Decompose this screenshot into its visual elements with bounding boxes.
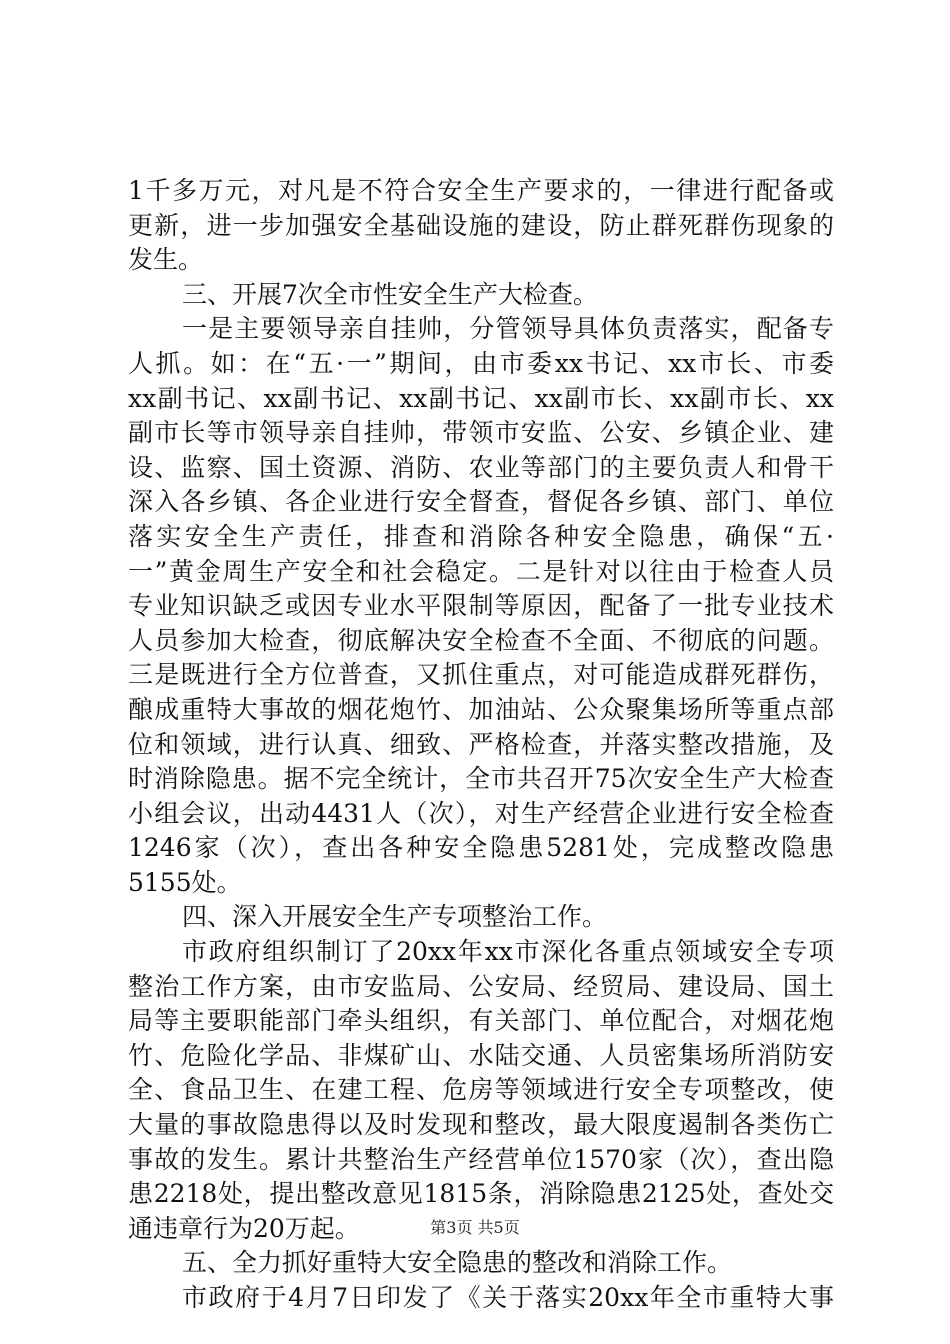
text-line: 深入各乡镇、各企业进行安全督查，督促各乡镇、部门、单位 bbox=[128, 487, 834, 517]
text-line: 专业知识缺乏或因专业水平限制等原因，配备了一批专业技术 bbox=[128, 591, 834, 621]
text-line: 酿成重特大事故的烟花炮竹、加油站、公众聚集场所等重点部 bbox=[128, 694, 834, 724]
text-line: 三是既进行全方位普查，又抓住重点，对可能造成群死群伤， bbox=[128, 660, 834, 690]
text-line: 设、监察、国土资源、消防、农业等部门的主要负责人和骨干 bbox=[128, 452, 834, 482]
text-line: 人抓。如：在“五·一”期间，由市委xx书记、xx市长、市委 bbox=[128, 348, 834, 378]
text-line: 市政府于4月7日印发了《关于落实20xx年全市重特大事 bbox=[182, 1283, 834, 1312]
text-line: 患2218处，提出整改意见1815条，消除隐患2125处，查处交 bbox=[128, 1179, 834, 1209]
text-line: 小组会议，出动4431人（次），对生产经营企业进行安全检查 bbox=[128, 798, 834, 828]
text-line: 位和领域，进行认真、细致、严格检查，并落实整改措施，及 bbox=[128, 729, 834, 759]
text-line: 三、开展7次全市性安全生产大检查。 bbox=[182, 279, 598, 309]
text-line: 通违章行为20万起。 bbox=[128, 1213, 360, 1243]
text-line: 全、食品卫生、在建工程、危房等领域进行安全专项整改，使 bbox=[128, 1075, 834, 1105]
document-body bbox=[128, 174, 834, 1316]
text-line: 大量的事故隐患得以及时发现和整改，最大限度遏制各类伤亡 bbox=[128, 1110, 834, 1140]
text-line: 事故的发生。累计共整治生产经营单位1570家（次），查出隐 bbox=[128, 1144, 834, 1174]
text-line: 副市长等市领导亲自挂帅，带领市安监、公安、乡镇企业、建 bbox=[128, 418, 834, 448]
text-line: 1246家（次），查出各种安全隐患5281处，完成整改隐患 bbox=[128, 833, 834, 863]
text-line: 四、深入开展安全生产专项整治工作。 bbox=[182, 902, 608, 932]
text-line: 局等主要职能部门牵头组织，有关部门、单位配合，对烟花炮 bbox=[128, 1006, 834, 1036]
text-line: 落实安全生产责任，排查和消除各种安全隐患，确保“五· bbox=[128, 521, 834, 551]
text-line: 一”黄金周生产安全和社会稳定。二是针对以往由于检查人员 bbox=[128, 556, 834, 586]
text-line: 市政府组织制订了20xx年xx市深化各重点领域安全专项 bbox=[182, 937, 834, 967]
text-line: 时消除隐患。据不完全统计，全市共召开75次安全生产大检查 bbox=[128, 764, 834, 794]
text-line: 更新，进一步加强安全基础设施的建设，防止群死群伤现象的 bbox=[128, 210, 834, 240]
text-line: 5155处。 bbox=[128, 867, 242, 897]
text-line: 人员参加大检查，彻底解决安全检查不全面、不彻底的问题。 bbox=[128, 625, 834, 655]
text-line: 一是主要领导亲自挂帅，分管领导具体负责落实，配备专 bbox=[182, 314, 834, 344]
text-line: 1千多万元，对凡是不符合安全生产要求的，一律进行配备或 bbox=[128, 176, 834, 205]
text-line: 发生。 bbox=[128, 245, 204, 275]
text-line: xx副书记、xx副书记、xx副书记、xx副市长、xx副市长、xx bbox=[128, 383, 834, 413]
text-line: 五、全力抓好重特大安全隐患的整改和消除工作。 bbox=[182, 1248, 733, 1278]
text-line: 整治工作方案，由市安监局、公安局、经贸局、建设局、国土 bbox=[128, 971, 834, 1001]
text-line: 竹、危险化学品、非煤矿山、水陆交通、人员密集场所消防安 bbox=[128, 1040, 834, 1070]
page-footer: 第3页 共5页 bbox=[430, 1218, 520, 1237]
